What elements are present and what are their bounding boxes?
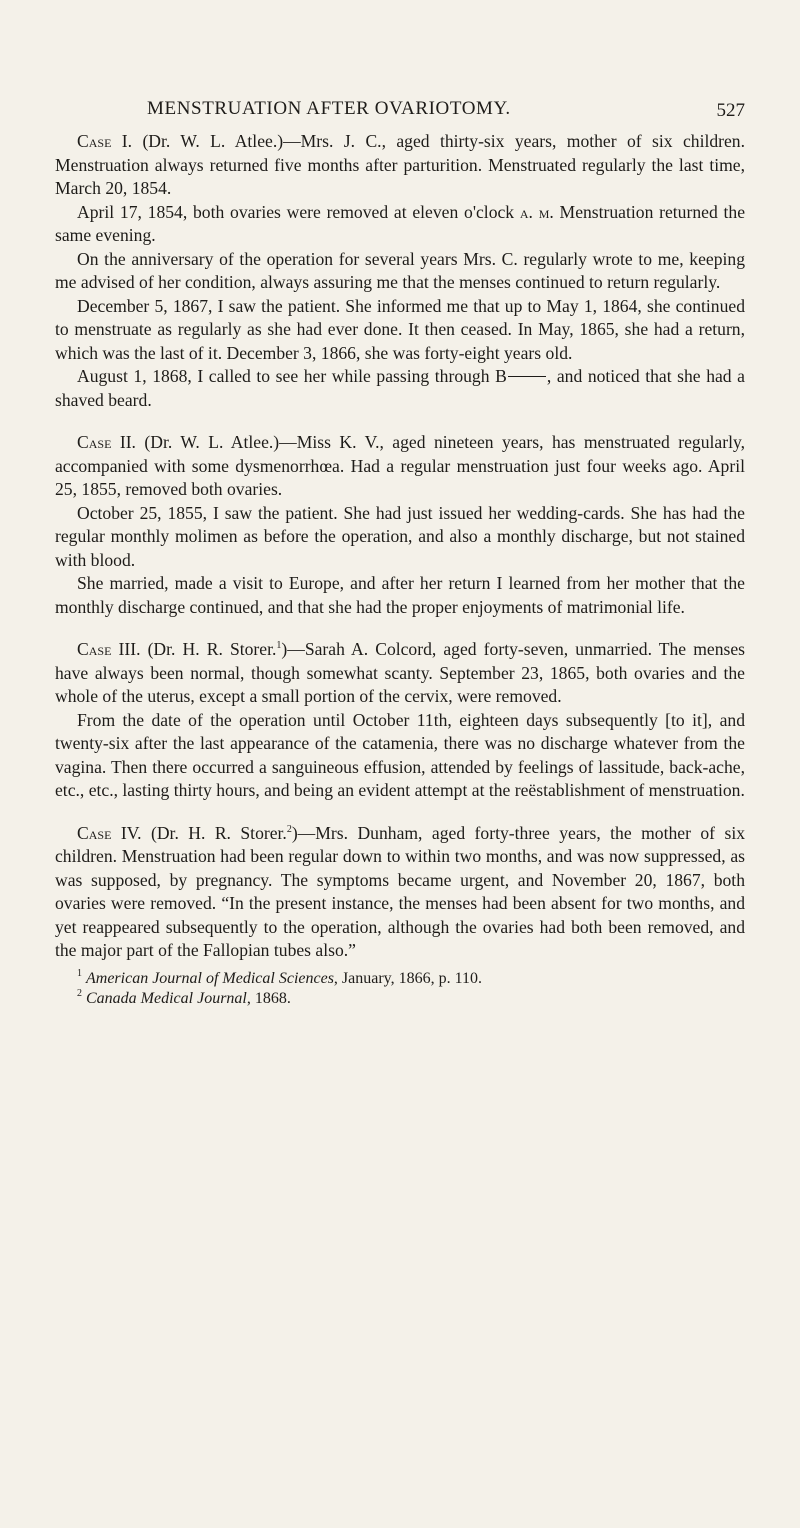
case-2-opening-text: (Dr. W. L. Atlee.)—Miss K. V., aged nineteen years, has menstruated regularly, accompanied with some dysmenorrhœa. Had a regular menstruation just four weeks ago. April 25, 1855, removed both ovaries. xyxy=(55,432,746,499)
case-2-paragraph: October 25, 1855, I saw the patient. She had just issued her wedding-cards. She has had the regular monthly molimen as before the operation, and also a monthly discharge, but not stained with blood. xyxy=(55,502,745,570)
case-2-opening xyxy=(55,431,745,502)
footnote-journal: American Journal of Medical Sciences xyxy=(86,969,334,987)
case-1-p5-end: , and noticed that she had a shaved beard. xyxy=(55,366,745,410)
case-3-label: Case III. xyxy=(77,639,141,659)
case-1-paragraph: December 5, 1867, I saw the patient. She informed me that up to May 1, 1864, she continued to menstruate as regularly as she had ever done. It then ceased. In May, 1865, she had a return, which was the last of it. December 3, 1866, she was forty-eight years old. xyxy=(55,295,745,363)
page-header xyxy=(55,98,745,128)
footnote xyxy=(55,969,745,989)
footnote-number: 1 xyxy=(77,967,82,979)
case-4-label: Case IV. xyxy=(77,822,142,843)
case-1-paragraph xyxy=(55,365,745,412)
footnotes xyxy=(55,969,745,1009)
case-1-label: Case I. xyxy=(77,131,133,151)
case-1-p2-end: Menstruation returned the same evening. xyxy=(55,201,746,245)
footnote-ref-2: 2 xyxy=(286,823,292,835)
case-3-paragraph: From the date of the operation until October 11th, eighteen days subsequently [to it], and twenty-six after the last appearance of the catamenia, there was no discharge whatever from the vagina. Then there occurred a sanguineous effusion, attended by feelings of lassitude, back-ache, etc., etc., lasting thirty hours, and being an evident attempt at the reëstablishment of menstruation. xyxy=(55,709,745,800)
case-3-opening-rest: )—Sarah A. Colcord, aged forty-seven, unmarried. The menses have always been normal, though somewhat scanty. September 23, 1865, both ovaries and the whole of the uterus, except a small portion of the cervix, were removed. xyxy=(55,639,745,706)
case-2-label: Case II. xyxy=(77,432,136,452)
running-title: MENSTRUATION AFTER OVARIOTOMY. xyxy=(147,98,511,119)
case-4-opening xyxy=(55,822,745,963)
redaction-dash xyxy=(508,376,546,377)
case-1-opening-text: (Dr. W. L. Atlee.)—Mrs. J. C., aged thirty-six years, mother of six children. Menstruation always returned five months after parturition. Menstruated regularly the last time, March 20, 1854. xyxy=(55,131,745,198)
case-1-opening xyxy=(55,130,745,201)
footnote-journal: Canada Medical Journal xyxy=(86,989,247,1007)
case-1-p2-text: April 17, 1854, both ovaries were removed at eleven o'clock xyxy=(77,201,520,222)
footnote-citation: , January, 1866, p. 110. xyxy=(333,969,483,987)
footnote xyxy=(55,989,745,1009)
case-1-p5-text: August 1, 1868, I called to see her while passing through B xyxy=(77,366,507,386)
body-text xyxy=(55,130,745,963)
case-3-opening xyxy=(55,638,745,709)
footnote-number: 2 xyxy=(77,987,82,999)
footnote-ref-1: 1 xyxy=(276,640,282,651)
page-number: 527 xyxy=(716,100,745,121)
case-2-paragraph: She married, made a visit to Europe, and after her return I learned from her mother that the monthly discharge continued, and that she had the proper enjoyments of matrimonial life. xyxy=(55,573,745,617)
footnote-citation: , 1868. xyxy=(246,989,291,1007)
case-4-opening-text: (Dr. H. R. Storer. xyxy=(141,822,287,843)
case-1-am: a. m. xyxy=(519,201,554,222)
document-page xyxy=(55,98,745,1009)
case-3-opening-text: (Dr. H. R. Storer. xyxy=(140,639,277,659)
case-4-opening-rest: )—Mrs. Dunham, aged forty-three years, the mother of six children. Menstruation had been regular down to within two months, and was now suppressed, as was supposed, by pregnancy. The symptoms became urgent, and November 20, 1867, both ovaries were removed. “In the present instance, the menses had been absent for two months, and yet reappeared subsequently to the operation, although the ovaries had both been removed, and the major part of the Fallopian tubes also.” xyxy=(55,822,746,960)
case-1-paragraph: On the anniversary of the operation for several years Mrs. C. regularly wrote to me, keeping me advised of her condition, always assuring me that the menses continued to return regularly. xyxy=(55,248,745,292)
case-1-paragraph xyxy=(55,201,745,248)
